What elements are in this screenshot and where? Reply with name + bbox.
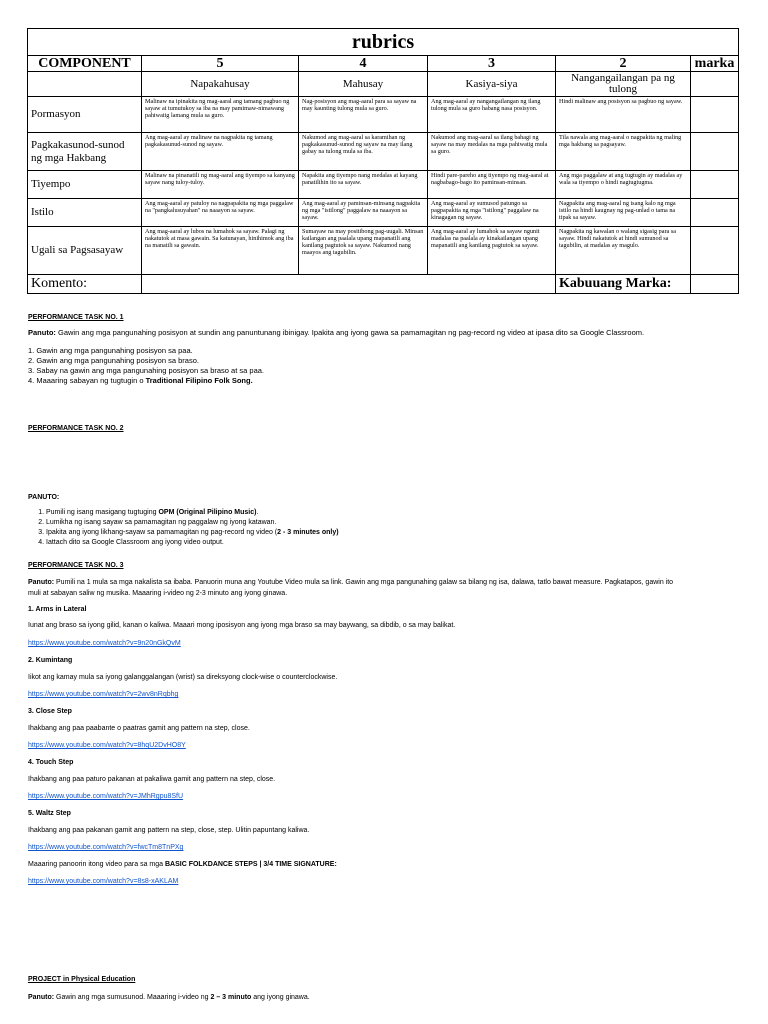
rubric-cell: Sumayaw na may positibong pag-uugali. Minsan kailangan ang paalala upang mapanatili ang kanilang pagtutok sa sayaw. Nakumod nang maayos ang tagubilin.: [299, 227, 428, 275]
step-title: 1. Arms in Lateral: [28, 606, 87, 613]
rubric-cell: Nagpakita ang mag-aaral ng isang kalo ng mga istilo na hindi kaugnay ng pag-unlad o tama na tipak sa sayaw.: [556, 199, 691, 227]
total-score-field[interactable]: [691, 275, 739, 294]
panuto-text: Pumili na 1 mula sa mga nakalista sa ibaba. Panuorin muna ang Youtube Video mula sa link. Gawin ang mga pangunahing galaw sa bilang ng isa, dalawa, tatlo bawat measure. Pagkatapos, gawin ito: [54, 579, 674, 586]
marka-cell[interactable]: [691, 199, 739, 227]
panuto-label: Panuto:: [28, 579, 55, 586]
youtube-link[interactable]: https://www.youtube.com/watch?v=fwcTm8TnPXg: [28, 844, 184, 851]
step-block: [28, 758, 673, 802]
header-score-4: 4: [299, 56, 428, 72]
rubric-cell: Ang mag-aaral ay lumahok sa sayaw ngunit madalas na paalala ay kinakailangan upang mapanatili ang kanilang pagtutok sa sayaw.: [428, 227, 556, 275]
item4-bold: Traditional Filipino Folk Song.: [145, 376, 253, 385]
rubric-cell: Ang mag-aaral ay malinaw na nagpakita ng tamang pagkakasunud-sunod ng sayaw.: [142, 133, 299, 171]
task2-body: [28, 493, 339, 548]
step-block: [28, 656, 673, 700]
level-empty: [28, 72, 142, 97]
rubric-cell: Hindi pare-pareho ang tiyempo ng mag-aaral at nagbabago-bago ito paminsan-minsan.: [428, 171, 556, 199]
panuto-text: Gawin ang mga sumusunod. Maaaring i-video ng: [54, 994, 211, 1001]
task1-panuto: [28, 328, 644, 338]
item-bold: 2 - 3 minutes only): [277, 529, 339, 536]
task1-list: [28, 346, 644, 386]
panuto-bold: 2 – 3 minuto: [210, 994, 252, 1001]
level-nangangailangan: Nangangailangan pa ng tulong: [556, 72, 691, 97]
item-text: Lumikha ng isang sayaw sa pamamagitan ng paggalaw ng iyong katawan.: [46, 519, 277, 526]
youtube-link[interactable]: https://www.youtube.com/watch?v=8hqU2DvHO8Y: [28, 742, 186, 749]
criterion-tiyempo: Tiyempo: [28, 171, 142, 199]
marka-cell[interactable]: [691, 133, 739, 171]
task3-panuto: [28, 578, 673, 588]
level-marka-empty: [691, 72, 739, 97]
step-block: [28, 809, 673, 853]
youtube-link[interactable]: https://www.youtube.com/watch?v=8s8-xAKLAM: [28, 878, 179, 885]
task1-section: [28, 313, 644, 386]
marka-cell[interactable]: [691, 227, 739, 275]
item-text: Ipakita ang iyong likhang-sayaw sa pamamagitan ng pag-record ng video (: [46, 529, 278, 536]
criterion-istilo: Istilo: [28, 199, 142, 227]
rubric-cell: Nag-posisyon ang mag-aaral para sa sayaw na may kaunting tulong mula sa guro.: [299, 97, 428, 133]
item-bold: OPM (Original Pilipino Music): [158, 509, 257, 516]
level-napakahusay: Napakahusay: [142, 72, 299, 97]
rubric-cell: Tila nawala ang mag-aaral o nagpakita ng maling mga hakbang sa pagsayaw.: [556, 133, 691, 171]
rubric-cell: Ang mag-aaral ay sumusod patungo sa pagpapakita ng mga "istilong" paggalaw na kinagagan ng sayaw.: [428, 199, 556, 227]
item-text: Iattach dito sa Google Classroom ang iyong video output.: [46, 539, 224, 546]
item-text: Pumili ng isang masigang tugtuging: [46, 509, 159, 516]
project-heading: PROJECT in Physical Education: [28, 976, 136, 983]
rubric-cell: Ang mag-aaral ay paminsan-minsang nagpakita ng mga "istilong" paggalaw na naaayon sa sayaw.: [299, 199, 428, 227]
task2-panuto: PANUTO:: [28, 494, 60, 501]
task2-list: [28, 508, 339, 548]
panuto-label: Panuto:: [28, 328, 56, 337]
level-kasiya-siya: Kasiya-siya: [428, 72, 556, 97]
step-desc: Iikot ang kamay mula sa iyong galanggalangan (wrist) sa direksyong clock-wise o counterclockwise.: [28, 674, 338, 681]
criterion-pagkakasunod-sunod: Pagkakasunod-sunod ng mga Hakbang: [28, 133, 142, 171]
rubric-cell: Nakumod ang mag-aaral sa ilang bahagi ng sayaw na may medalas na mga pahiwatig mula sa guro.: [428, 133, 556, 171]
extra-prefix: Maaaring panoorin itong video para sa mga: [28, 861, 165, 868]
criterion-pormasyon: Pormasyon: [28, 97, 142, 133]
task3-heading: PERFORMANCE TASK NO. 3: [28, 562, 124, 569]
youtube-link[interactable]: https://www.youtube.com/watch?v=JMhRgpu8SfU: [28, 793, 184, 800]
total-score-label: Kabuuang Marka:: [556, 275, 691, 294]
panuto-text: Gawin ang mga pangunahing posisyon at sundin ang panuntunang ibinigay. Ipakita ang iyong gawa sa pamamagitan ng pag-record ng video at ipasa dito sa Google Classroom.: [55, 328, 645, 337]
item4-prefix: 4. Maaaring sabayan ng tugtugin o: [28, 376, 146, 385]
step-desc: Ihakbang ang paa pakanan gamit ang pattern na step, close, step. Ulitin papuntang kaliwa.: [28, 827, 310, 834]
panuto-label: Panuto:: [28, 994, 55, 1001]
extra-bold: BASIC FOLKDANCE STEPS | 3/4 TIME SIGNATURE:: [164, 861, 337, 868]
step-block: [28, 605, 673, 649]
list-item: 3. Sabay na gawin ang mga pangunahing posisyon sa braso at sa paa.: [28, 366, 265, 375]
step-title: 2. Kumintang: [28, 657, 73, 664]
extra-note: [28, 860, 673, 870]
task2-section: [28, 424, 124, 434]
rubric-cell: Malinaw na ipinakita ng mag-aaral ang tamang pagbuo ng sayaw at tumutukoy sa iba na may pamimaw-nimawang pahiwatig lamang mula sa guro.: [142, 97, 299, 133]
header-marka: marka: [691, 56, 739, 72]
step-desc: Ihakbang ang paa paabante o paatras gamit ang pattern na step, close.: [28, 725, 250, 732]
criterion-ugali: Ugali sa Pagsasayaw: [28, 227, 142, 275]
list-item: 2. Gawin ang mga pangunahing posisyon sa braso.: [28, 356, 199, 365]
task3-section: [28, 561, 673, 887]
project-section: [28, 975, 310, 1003]
header-score-2: 2: [556, 56, 691, 72]
list-item: [46, 538, 339, 548]
step-title: 5. Waltz Step: [28, 810, 71, 817]
list-item: [46, 528, 339, 538]
header-score-5: 5: [142, 56, 299, 72]
task1-heading: PERFORMANCE TASK NO. 1: [28, 314, 124, 321]
youtube-link[interactable]: https://www.youtube.com/watch?v=9n20nGkQvM: [28, 640, 181, 647]
panuto-text-2: muli at sabayan saliw ng musika. Maaaring i-video ng 2-3 minuto ang iyong ginawa.: [28, 590, 288, 597]
item-text: .: [256, 509, 259, 516]
header-component: COMPONENT: [28, 56, 142, 72]
rubric-cell: Ang mag-aaral ay nangangailangan ng ilang tulong mula sa guro habang nasa posisyon.: [428, 97, 556, 133]
step-block: [28, 707, 673, 751]
project-panuto: [28, 993, 310, 1003]
list-item: [28, 376, 644, 386]
rubric-cell: Nakumod ang mag-aaral sa karamihan ng pagkakasunud-sunod ng sayaw na may ilang gabay na tulong mula sa iba.: [299, 133, 428, 171]
step-desc: Ihakbang ang paa paturo pakanan at pakaliwa gamit ang pattern na step, close.: [28, 776, 276, 783]
panuto-text: ang iyong ginawa.: [251, 994, 310, 1001]
rubric-cell: Napakita ang tiyempo nang medalas at kayang panatilihin ito sa sayaw.: [299, 171, 428, 199]
marka-cell[interactable]: [691, 171, 739, 199]
step-title: 4. Touch Step: [28, 759, 74, 766]
rubric-cell: Nagpakita ng kawalan o walang sigasig para sa sayaw. Hindi nakatutok at hindi sumunod sa tagubilin, at madalas ay magulo.: [556, 227, 691, 275]
marka-cell[interactable]: [691, 97, 739, 133]
comment-field[interactable]: [142, 275, 556, 294]
rubric-table: [27, 28, 739, 294]
step-title: 3. Close Step: [28, 708, 72, 715]
step-desc: Iunat ang braso sa iyong gilid, kanan o kaliwa. Maaari mong iposisyon ang iyong mga braso sa may baywang, sa dibdib, o sa may balikat.: [28, 622, 456, 629]
list-item: 1. Gawin ang mga pangunahing posisyon sa paa.: [28, 346, 193, 355]
level-mahusay: Mahusay: [299, 72, 428, 97]
list-item: [46, 508, 339, 518]
rubric-cell: Hindi malinaw ang posisyon sa pagbuo ng sayaw.: [556, 97, 691, 133]
rubric-title: rubrics: [28, 29, 739, 56]
youtube-link[interactable]: https://www.youtube.com/watch?v=2wv8nRqbhg: [28, 691, 179, 698]
list-item: [46, 518, 339, 528]
task2-heading: PERFORMANCE TASK NO. 2: [28, 425, 124, 432]
header-score-3: 3: [428, 56, 556, 72]
comment-label: Komento:: [28, 275, 142, 294]
rubric-cell: Malinaw na pinanatili ng mag-aaral ang tiyempo sa kanyang sayaw nang tuloy-tuloy.: [142, 171, 299, 199]
rubric-cell: Ang mga paggalaw at ang tugtugin ay madalas ay wala sa tiyempo o hindi nagtugtugma.: [556, 171, 691, 199]
rubric-cell: Ang mag-aaral ay lubos na lumahok sa sayaw. Palagi ng nakatutok at masa gawain. Sa katunayan, hinihimok ang iba na manatili sa gawain.: [142, 227, 299, 275]
rubric-cell: Ang mag-aaral ay patuloy na nagpapakita ng mga paggalaw na "pangkalusuyahan" na naaayon sa sayaw.: [142, 199, 299, 227]
